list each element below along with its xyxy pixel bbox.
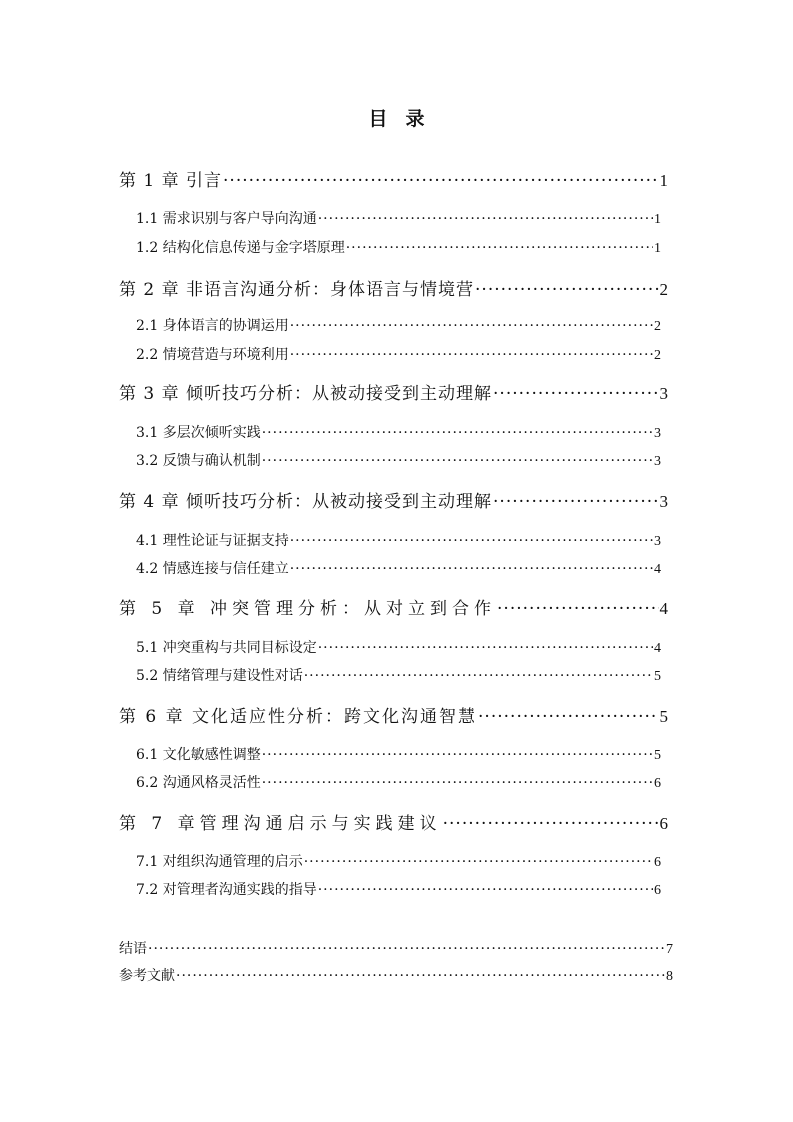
toc-page-number: 4 <box>654 562 661 577</box>
toc-entry-label: 3.1 多层次倾听实践 <box>136 425 261 441</box>
toc-page-number: 6 <box>659 814 668 833</box>
toc-entry-label: 6.1 文化敏感性调整 <box>136 747 261 763</box>
toc-section-entry[interactable] <box>136 319 661 334</box>
toc-section-entry[interactable] <box>136 562 661 577</box>
toc-section-entry[interactable] <box>136 669 661 684</box>
toc-entry-label: 6.2 沟通风格灵活性 <box>136 775 261 791</box>
toc-page-number: 2 <box>654 348 661 363</box>
toc-page-number: 4 <box>654 641 661 656</box>
dot-leader <box>262 426 653 440</box>
toc-entry-label: 第 3 章 倾听技巧分析：从被动接受到主动理解 <box>119 384 493 404</box>
toc-page-number: 6 <box>654 883 661 898</box>
toc-entry-label: 第 1 章 引言 <box>119 171 223 191</box>
toc-page-number: 6 <box>654 776 661 791</box>
toc-entry[interactable] <box>119 969 673 984</box>
dot-leader <box>497 601 658 618</box>
toc-entry-label: 第 7 章管理沟通启示与实践建议 <box>119 814 442 834</box>
toc-entry-label: 2.1 身体语言的协调运用 <box>136 318 289 334</box>
toc-section-entry[interactable] <box>136 241 661 256</box>
toc-chapter-entry[interactable] <box>119 708 668 726</box>
toc-page-number: 3 <box>654 454 661 469</box>
dot-leader <box>304 855 653 869</box>
dot-leader <box>148 942 665 956</box>
dot-leader <box>443 816 659 833</box>
dot-leader <box>290 319 653 333</box>
toc-entry[interactable] <box>119 942 673 957</box>
toc-section-entry[interactable] <box>136 776 661 791</box>
dot-leader <box>262 776 653 790</box>
toc-entry-label: 7.2 对管理者沟通实践的指导 <box>136 882 317 898</box>
dot-leader <box>176 969 665 983</box>
toc-section-entry[interactable] <box>136 348 661 363</box>
toc-page-number: 1 <box>659 171 668 190</box>
toc-entry-label: 1.1 需求识别与客户导向沟通 <box>136 211 317 227</box>
toc-page-number: 5 <box>659 707 668 726</box>
toc-entry-label: 参考文献 <box>119 968 175 984</box>
dot-leader <box>290 348 653 362</box>
dot-leader <box>478 709 658 726</box>
toc-entry-label: 3.2 反馈与确认机制 <box>136 453 261 469</box>
toc-section-entry[interactable] <box>136 212 661 227</box>
toc-page-number: 3 <box>659 384 668 403</box>
dot-leader <box>318 883 653 897</box>
toc-section-entry[interactable] <box>136 641 661 656</box>
toc-section-entry[interactable] <box>136 454 661 469</box>
toc-page-number: 1 <box>654 241 661 256</box>
dot-leader <box>304 669 653 683</box>
toc-section-entry[interactable] <box>136 883 661 898</box>
toc-page-number: 3 <box>654 426 661 441</box>
dot-leader <box>493 494 658 511</box>
toc-page-number: 7 <box>666 942 673 957</box>
toc-page-number: 5 <box>654 669 661 684</box>
toc-section-entry[interactable] <box>136 855 661 870</box>
toc-chapter-entry[interactable] <box>119 600 668 618</box>
toc-page-number: 5 <box>654 748 661 763</box>
toc-entry-label: 第 5 章 冲突管理分析：从对立到合作 <box>119 599 497 619</box>
dot-leader <box>262 454 653 468</box>
toc-page-number: 3 <box>659 492 668 511</box>
toc-chapter-entry[interactable] <box>119 281 668 299</box>
dot-leader <box>346 241 653 255</box>
toc-entry-label: 5.2 情绪管理与建设性对话 <box>136 668 303 684</box>
dot-leader <box>290 562 653 576</box>
dot-leader <box>318 212 653 226</box>
toc-chapter-entry[interactable] <box>119 172 668 190</box>
toc-entry-label: 4.1 理性论证与证据支持 <box>136 533 289 549</box>
toc-entry-label: 结语 <box>119 941 147 957</box>
toc-entry-label: 5.1 冲突重构与共同目标设定 <box>136 640 317 656</box>
toc-entry-label: 第 6 章 文化适应性分析：跨文化沟通智慧 <box>119 707 478 727</box>
toc-chapter-entry[interactable] <box>119 385 668 403</box>
toc-page-number: 4 <box>659 599 668 618</box>
toc-entry-label: 4.2 情感连接与信任建立 <box>136 561 289 577</box>
dot-leader <box>493 386 658 403</box>
toc-title: 目录 <box>368 108 443 130</box>
toc-entry-label: 2.2 情境营造与环境利用 <box>136 347 289 363</box>
toc-page-number: 2 <box>654 319 661 334</box>
toc-section-entry[interactable] <box>136 534 661 549</box>
dot-leader <box>262 748 653 762</box>
toc-entry-label: 第 2 章 非语言沟通分析：身体语言与情境营 <box>119 280 475 300</box>
dot-leader <box>475 282 658 299</box>
dot-leader <box>290 534 653 548</box>
toc-page-number: 2 <box>659 280 668 299</box>
dot-leader <box>223 173 658 190</box>
toc-page-number: 1 <box>654 212 661 227</box>
toc-entry-label: 第 4 章 倾听技巧分析：从被动接受到主动理解 <box>119 492 493 512</box>
toc-section-entry[interactable] <box>136 748 661 763</box>
toc-entry-label: 7.1 对组织沟通管理的启示 <box>136 854 303 870</box>
toc-section-entry[interactable] <box>136 426 661 441</box>
toc-chapter-entry[interactable] <box>119 815 668 833</box>
toc-chapter-entry[interactable] <box>119 493 668 511</box>
toc-page-number: 8 <box>666 969 673 984</box>
toc-page-number: 3 <box>654 534 661 549</box>
dot-leader <box>318 641 653 655</box>
toc-page-number: 6 <box>654 855 661 870</box>
toc-entry-label: 1.2 结构化信息传递与金字塔原理 <box>136 240 345 256</box>
